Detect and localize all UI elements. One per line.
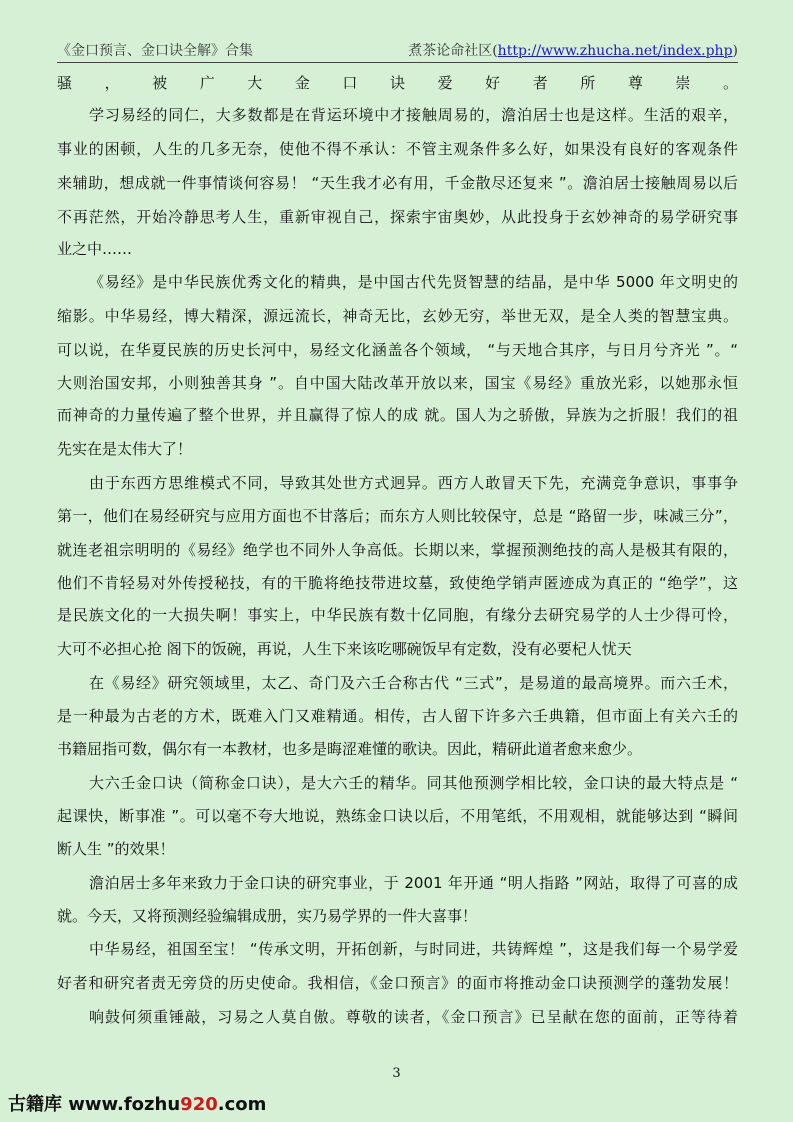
text-line: 就。今天，又将预测经验编辑成册，实乃易学界的一件大喜事！ <box>57 907 478 925</box>
text-line: 先实在是太伟大了！ <box>57 440 193 458</box>
paren-open: ( <box>492 43 498 59</box>
text-line: 书籍屈指可数，偶尔有一本教材，也多是晦涩难懂的歌诀。因此，精研此道者愈来愈少。 <box>57 740 643 758</box>
text-line: 《易经》是中华民族优秀文化的精典，是中国古代先贤智慧的结晶，是中华 5000 年文明史的 <box>89 273 738 291</box>
text-line: 是民族文化的一大损失啊！事实上，中华民族有数十亿同胞，有缘分去研究易学的人士少得可怜， <box>57 606 738 624</box>
text-line: 可以说，在华夏民族的历史长河中，易经文化涵盖各个领域， “与天地合其序，与日月兮齐光 ”。“ <box>57 341 738 359</box>
text-line: 来辅助，想成就一件事情谈何容易！ “天生我才必有用，千金散尽还复来 ”。澹泊居士接触周易以后 <box>57 174 738 192</box>
header-site <box>408 40 738 60</box>
text-line: 是一种最为古老的方术，既难入门又难精通。相传，古人留下许多六壬典籍，但市面上有关六壬的 <box>57 707 738 725</box>
page-number: 3 <box>392 1066 401 1081</box>
footer-site-suffix: .com <box>217 1094 267 1115</box>
footer-watermark <box>8 1090 266 1116</box>
text-line: 起课快，断事准 ”。可以毫不夸大地说，熟练金口诀以后，不用笔纸，不用观相，就能够达到 “瞬间 <box>57 807 738 825</box>
text-line: 缩影。中华易经，博大精深，源远流长，神奇无比，玄妙无穷，举世无双，是全人类的智慧宝典。 <box>57 307 738 325</box>
site-name: 煮茶论命社区 <box>408 43 493 59</box>
document-title: 《金口预言、金口诀全解》合集 <box>57 43 253 59</box>
footer-site-prefix: www.fozhu <box>68 1094 181 1115</box>
site-link[interactable]: http://www.zhucha.net/index.php <box>497 43 733 59</box>
text-line: 事业的困顿，人生的几多无奈，使他不得不承认：不管主观条件多么好，如果没有良好的客观条件 <box>57 140 738 158</box>
footer-site-number: 920 <box>180 1094 218 1115</box>
text-line: 他们不肯轻易对外传授秘技，有的干脆将绝技带进坟墓，致使绝学销声匿迹成为真正的 “绝学”，这 <box>57 574 738 592</box>
text-line: 学习易经的同仁，大多数都是在背运环境中才接触周易的，澹泊居士也是这样。生活的艰辛， <box>89 106 738 124</box>
text-line: 在《易经》研究领域里，太乙、奇门及六壬合称古代 “三式”，是易道的最高境界。而六壬术， <box>89 674 738 692</box>
text-line: 澹泊居士多年来致力于金口诀的研究事业，于 2001 年开通 “明人指路 ”网站，取得了可喜的成 <box>89 874 738 892</box>
text-line: 就连老祖宗明明的《易经》绝学也不同外人争高低。长期以来，掌握预测绝技的高人是极其有限的， <box>57 541 738 559</box>
text-line: 由于东西方思维模式不同，导致其处世方式迥异。西方人敢冒天下先，充满竞争意识，事事争 <box>89 474 738 492</box>
paren-close: ) <box>732 43 738 59</box>
text-line: 大则治国安邦，小则独善其身 ”。自中国大陆改革开放以来，国宝《易经》重放光彩，以她那永恒 <box>57 374 738 392</box>
text-line: 而神奇的力量传遍了整个世界，并且赢得了惊人的成 就。国人为之骄傲，异族为之折服！我们的祖 <box>57 406 738 424</box>
text-line: 大可不必担心抢 阁下的饭碗，再说，人生下来该吃哪碗饭早有定数，没有必要杞人忧天 <box>57 640 632 658</box>
text-line: 业之中…… <box>57 240 133 258</box>
text-line: 骚，被广大金口诀爱好者所尊崇。 <box>57 74 738 92</box>
text-line: 第一，他们在易经研究与应用方面也不甘落后；而东方人则比较保守，总是 “路留一步，味减三分”， <box>57 507 738 525</box>
text-line: 好者和研究者责无旁贷的历史使命。我相信，《金口预言》的面市将推动金口诀预测学的蓬勃发展！ <box>57 974 738 992</box>
text-line: 响鼓何须重锤敲，习易之人莫自傲。尊敬的读者，《金口预言》已呈献在您的面前，正等待着 <box>89 1008 738 1026</box>
text-line: 不再茫然，开始冷静思考人生，重新审视自己，探索宇宙奥妙，从此投身于玄妙神奇的易学研究事 <box>57 208 738 226</box>
footer-site <box>68 1094 266 1115</box>
page-header <box>57 38 738 63</box>
footer-brand: 古籍库 <box>8 1094 62 1115</box>
text-line: 断人生 ”的效果！ <box>57 840 175 858</box>
text-line: 中华易经，祖国至宝！ “传承文明，开拓创新，与时同进，共铸辉煌 ”，这是我们每一个易学爱 <box>89 940 738 958</box>
text-line: 大六壬金口诀（简称金口诀），是大六壬的精华。同其他预测学相比较，金口诀的最大特点是 “ <box>89 774 738 792</box>
